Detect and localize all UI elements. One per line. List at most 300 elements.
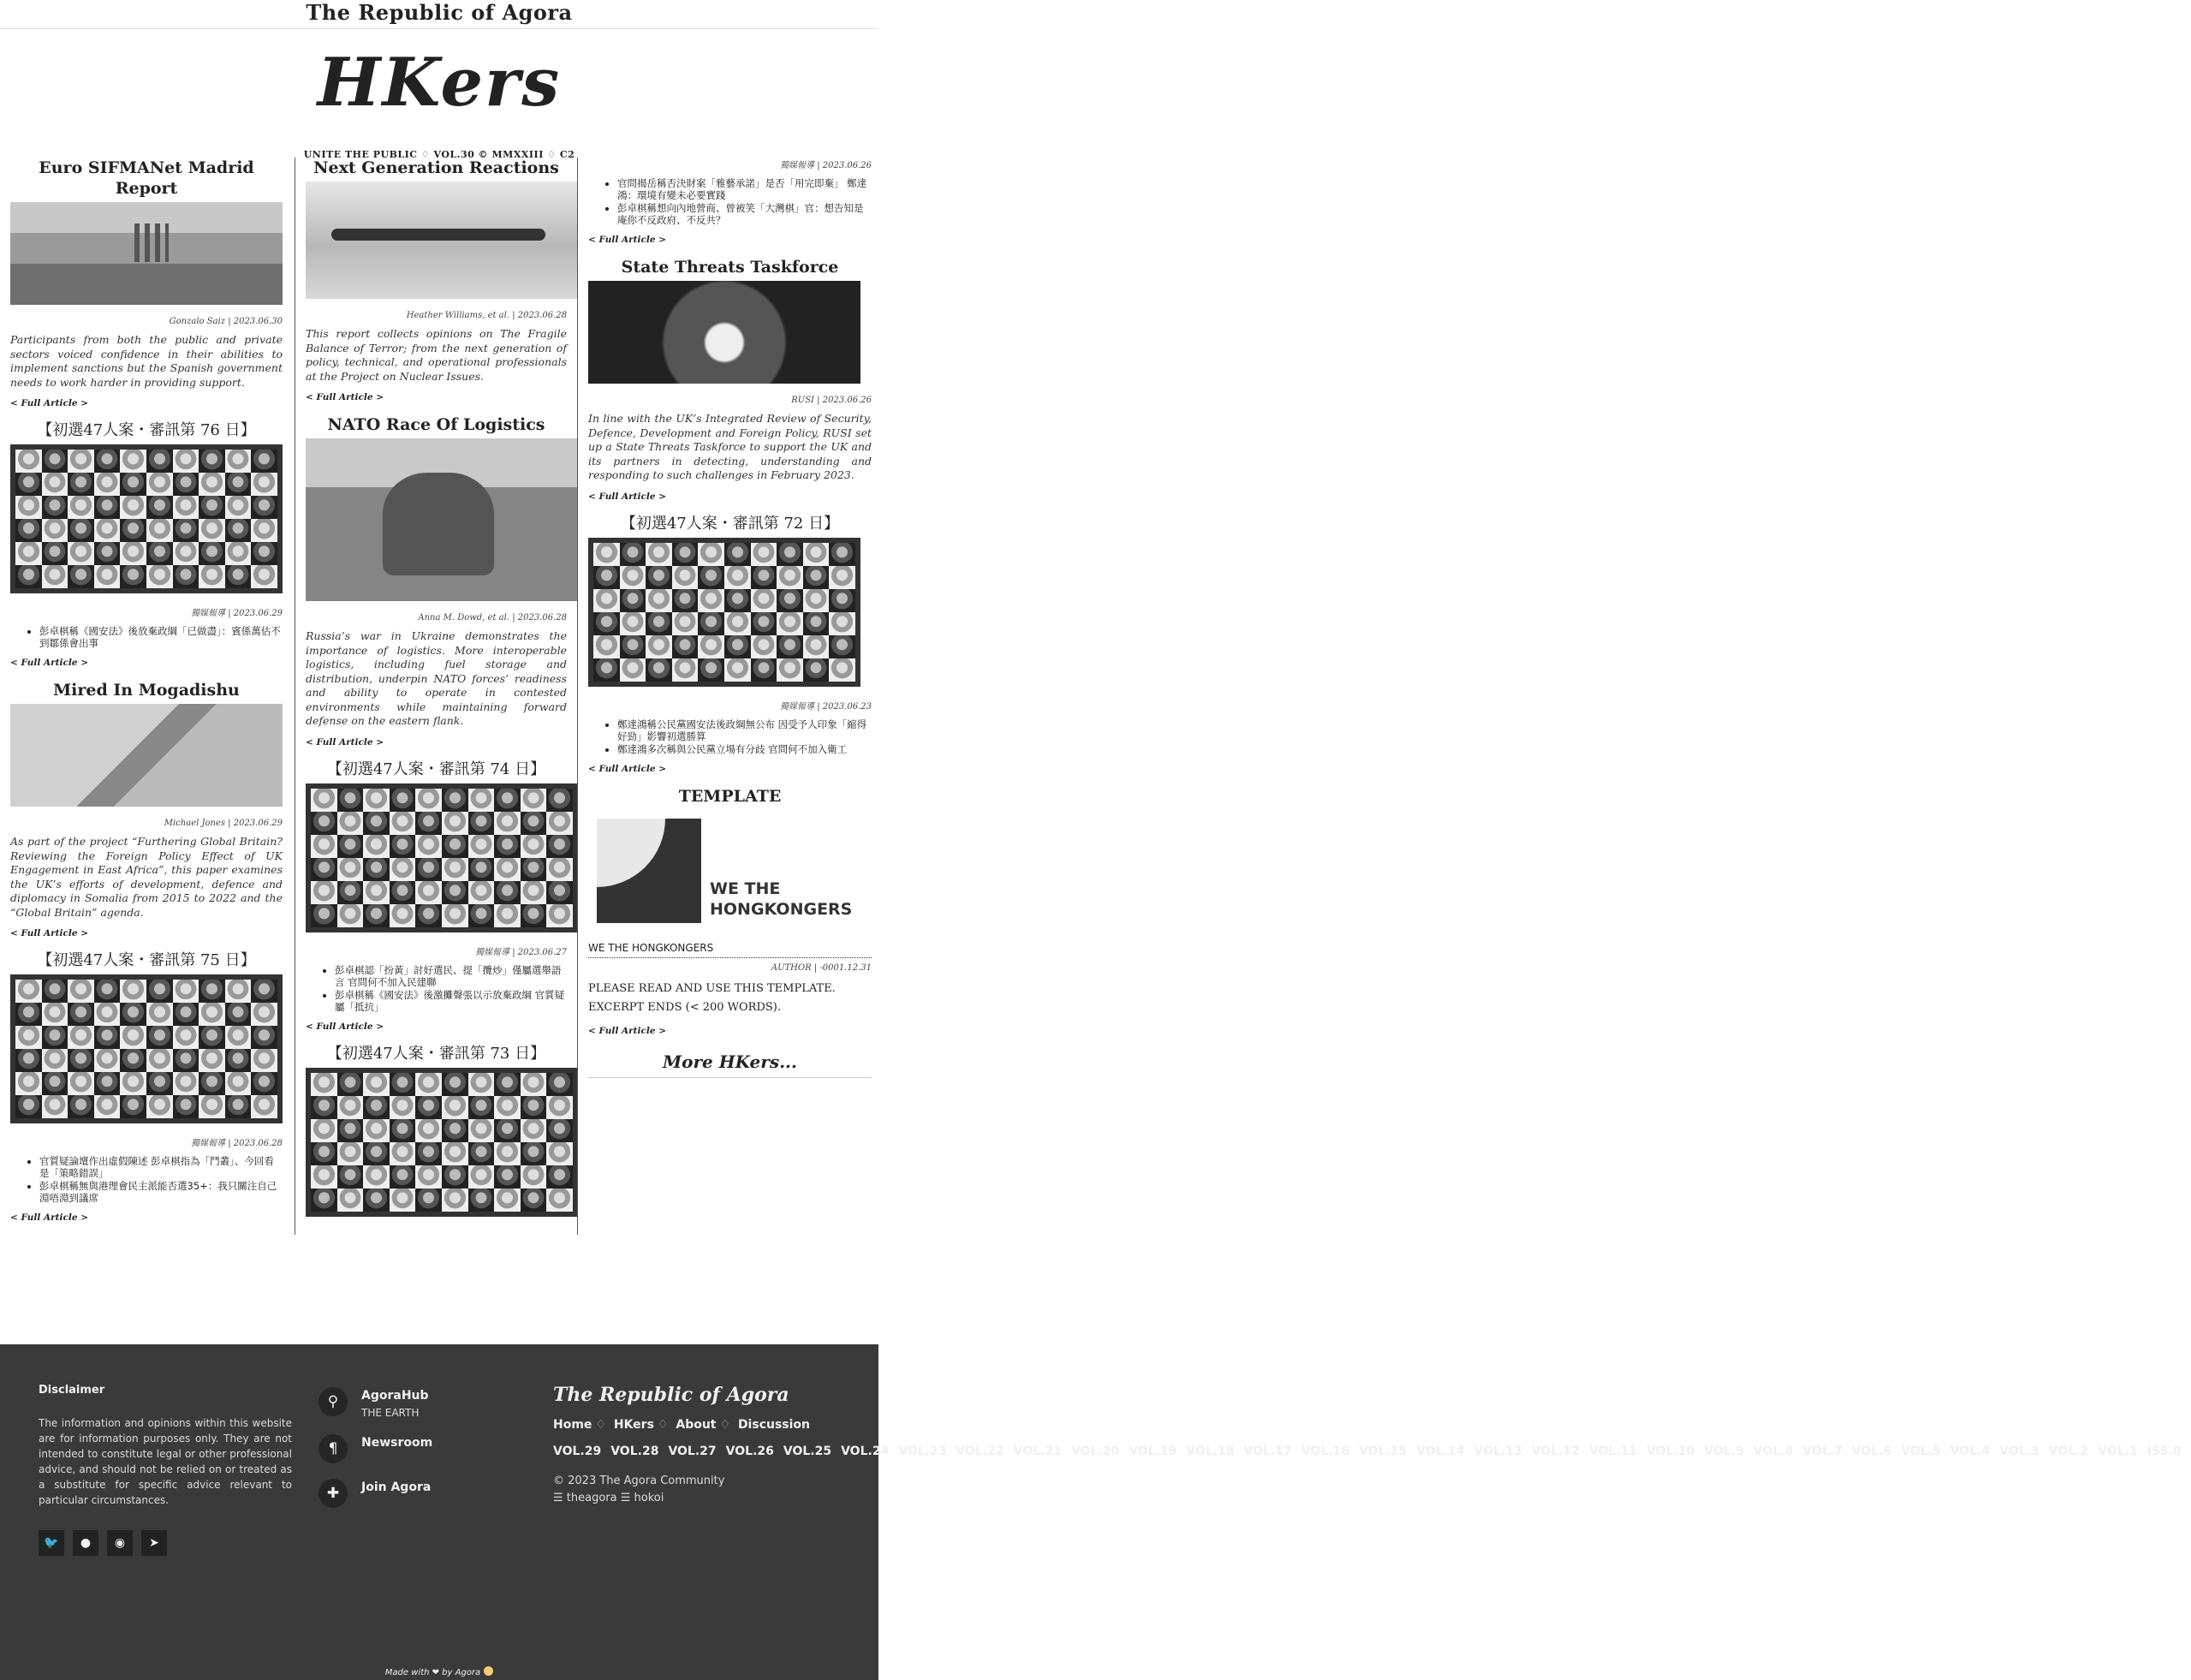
full-article-link[interactable]: < Full Article > — [10, 1212, 89, 1223]
nav-about[interactable]: About — [676, 1418, 717, 1432]
portrait-tile — [363, 812, 390, 835]
portrait-tile — [593, 658, 620, 682]
portrait-tile — [94, 496, 121, 519]
portrait-tile — [672, 543, 699, 566]
portrait-tile — [698, 543, 724, 566]
portrait-tile — [494, 789, 521, 812]
bullet-item: • 鄭達鴻多次稱與公民黨立場有分歧 官問何不加入衛工 — [617, 743, 872, 755]
full-article-link[interactable]: < Full Article > — [588, 235, 667, 245]
portrait-tile — [672, 566, 699, 589]
article-summary: Russia’s war in Ukraine demonstrates the importance of logistics. More interoperable logistics, including fuel storage and distribution, underpin NATO forces’ readiness and ability to operate in contested environments while maintaining forward defense on the eastern flank. — [306, 629, 567, 727]
portrait-tile — [442, 881, 468, 904]
portrait-tile — [311, 835, 337, 858]
portrait-tile — [468, 835, 495, 858]
portrait-tile — [337, 904, 364, 927]
article-summary: As part of the project “Furthering Global Britain? Reviewing the Foreign Policy Effect of UK Engagement in East Africa”, this paper examines the UK’s efforts of development, defence and diplomacy in Somalia from 2015 to 2022 and the “Global Britain” agenda. — [10, 835, 283, 919]
telegram-icon[interactable]: ➤ — [141, 1530, 167, 1556]
portrait-tile — [415, 1119, 442, 1142]
template-text: EXCERPT ENDS (< 200 WORDS). — [588, 1000, 781, 1014]
full-article-link[interactable]: < Full Article > — [306, 1021, 384, 1032]
portrait-tile — [146, 1003, 173, 1026]
article-byline: RUSI | 2023.06.26 — [791, 396, 872, 405]
portrait-tile — [251, 473, 277, 496]
article-image[interactable] — [588, 538, 860, 687]
column-1 — [10, 158, 283, 1235]
portrait-tile — [468, 812, 495, 835]
bullet-item: • 彭卓棋稱《國安法》後激攤聲張以示放棄政綱 官質疑屬「抵抗」 — [335, 989, 567, 1013]
portrait-tile — [442, 1142, 468, 1165]
portrait-tile — [15, 473, 42, 496]
portrait-tile — [698, 658, 724, 682]
portrait-tile — [494, 1165, 521, 1189]
article-image[interactable] — [10, 444, 283, 593]
portrait-tile — [120, 1095, 146, 1118]
portrait-tile — [251, 1095, 277, 1118]
portrait-tile — [442, 1096, 468, 1119]
portrait-tile — [646, 635, 672, 658]
portrait-tile — [521, 904, 547, 927]
portrait-tile — [415, 812, 442, 835]
template-text: PLEASE READ AND USE THIS TEMPLATE. — [588, 981, 836, 995]
portrait-tile — [173, 519, 199, 542]
portrait-tile — [494, 1142, 521, 1165]
article-byline: 獨媒報導 | 2023.06.23 — [780, 701, 872, 712]
portrait-tile — [68, 473, 94, 496]
volume-link[interactable]: VOL.15 — [1359, 1445, 1408, 1458]
portrait-tile — [468, 1142, 495, 1165]
portrait-tile — [494, 1189, 521, 1212]
article-image[interactable] — [306, 182, 578, 299]
portrait-tile — [311, 1189, 337, 1212]
portrait-tile — [620, 658, 646, 682]
portrait-tile — [68, 1072, 94, 1095]
portrait-tile — [120, 1049, 146, 1072]
portrait-tile — [42, 542, 68, 565]
portrait-tile — [146, 473, 173, 496]
footer-link-newsroom[interactable] — [319, 1434, 524, 1463]
volume-link[interactable]: VOL.10 — [1646, 1445, 1695, 1458]
footer-link-title[interactable]: Newsroom — [361, 1436, 433, 1450]
full-article-link[interactable]: < Full Article > — [10, 928, 89, 938]
portrait-tile — [415, 1142, 442, 1165]
portrait-tile — [415, 881, 442, 904]
article-image[interactable] — [10, 974, 283, 1123]
portrait-tile — [146, 450, 173, 473]
portrait-tile — [94, 565, 121, 588]
portrait-tile — [199, 519, 225, 542]
portrait-tile — [829, 612, 855, 635]
article-title[interactable]: 【初選47人案・審訊第 73 日】 — [326, 1044, 546, 1063]
portrait-tile — [803, 543, 830, 566]
portrait-tile — [94, 450, 121, 473]
volume-link[interactable]: VOL.7 — [1802, 1445, 1843, 1458]
portrait-tile — [42, 519, 68, 542]
portrait-tile — [546, 1073, 573, 1096]
portrait-tile — [494, 881, 521, 904]
portrait-tile — [593, 543, 620, 566]
volume-link[interactable]: VOL.19 — [1128, 1445, 1177, 1458]
portrait-tile — [311, 904, 337, 927]
article-image[interactable] — [10, 202, 283, 305]
portrait-tile — [546, 1119, 573, 1142]
disclaimer-title: Disclaimer — [39, 1384, 105, 1397]
portrait-tile — [468, 1165, 495, 1189]
portrait-tile — [646, 566, 672, 589]
portrait-tile — [173, 1072, 199, 1095]
article-title[interactable]: Euro SIFMANet Madrid Report — [39, 158, 254, 198]
volume-link[interactable]: VOL.5 — [1901, 1445, 1941, 1458]
portrait-tile — [442, 904, 468, 927]
portrait-tile — [42, 1026, 68, 1049]
portrait-tile — [724, 658, 751, 682]
portrait-tile — [15, 1049, 42, 1072]
article-columns — [10, 158, 873, 1235]
portrait-tile — [199, 1095, 225, 1118]
portrait-tile — [751, 566, 777, 589]
article-byline: 獨媒報導 | 2023.06.27 — [475, 947, 567, 957]
volume-link[interactable]: VOL.22 — [956, 1445, 1004, 1458]
article-image[interactable] — [10, 704, 283, 807]
volume-link[interactable]: VOL.27 — [668, 1445, 717, 1458]
portrait-tile — [390, 1119, 416, 1142]
article-summary — [588, 980, 872, 1017]
portrait-tile — [120, 1026, 146, 1049]
portrait-tile — [146, 542, 173, 565]
volume-link[interactable]: VOL.17 — [1243, 1445, 1292, 1458]
portrait-tile — [803, 612, 830, 635]
portrait-tile — [225, 980, 252, 1003]
puzzle-icon: ✚ — [319, 1479, 348, 1508]
portrait-tile — [251, 1003, 277, 1026]
footer-link-agorahub[interactable] — [319, 1387, 524, 1419]
footer-link-join[interactable] — [319, 1479, 524, 1508]
volume-link[interactable]: VOL.8 — [1753, 1445, 1794, 1458]
footer-nav: Home ♢ HKers ♢ About ♢ Discussion — [553, 1418, 811, 1432]
copyright-block — [553, 1473, 844, 1507]
portrait-tile — [94, 542, 121, 565]
portrait-tile — [311, 858, 337, 881]
portrait-tile — [251, 1026, 277, 1049]
volume-link[interactable]: VOL.12 — [1531, 1445, 1580, 1458]
full-article-link[interactable]: < Full Article > — [306, 392, 384, 402]
article-image[interactable] — [306, 1068, 578, 1217]
portrait-tile — [337, 1165, 364, 1189]
portrait-tile — [225, 1003, 252, 1026]
more-hkers-link[interactable]: More HKers... — [588, 1051, 872, 1078]
portrait-tile — [546, 789, 573, 812]
portrait-tile — [390, 1189, 416, 1212]
full-article-link[interactable]: < Full Article > — [10, 658, 89, 668]
nav-discussion[interactable]: Discussion — [737, 1418, 811, 1432]
portrait-tile — [363, 1119, 390, 1142]
volume-link[interactable]: VOL.16 — [1301, 1445, 1350, 1458]
full-article-link[interactable]: < Full Article > — [588, 491, 667, 502]
footer-link-title[interactable]: Join Agora — [361, 1480, 432, 1494]
portrait-tile — [146, 496, 173, 519]
portrait-tile — [593, 635, 620, 658]
article-bullets — [39, 1155, 283, 1204]
community-handles[interactable]: ☰ theagora ☰ hokoi — [553, 1492, 664, 1504]
volume-link[interactable]: VOL.1 — [2098, 1445, 2138, 1458]
portrait-tile — [337, 1189, 364, 1212]
portrait-tile — [68, 1026, 94, 1049]
portrait-tile — [803, 589, 830, 612]
portrait-tile — [94, 519, 121, 542]
volume-link[interactable]: ISS.0 — [2146, 1445, 2182, 1458]
article-title[interactable]: 【初選47人案・審訊第 72 日】 — [620, 514, 840, 533]
portrait-tile — [442, 812, 468, 835]
footer-brand[interactable]: The Republic of Agora — [553, 1384, 789, 1406]
portrait-tile — [225, 496, 252, 519]
portrait-tile — [468, 881, 495, 904]
portrait-tile — [646, 543, 672, 566]
portrait-tile — [390, 835, 416, 858]
portrait-tile — [620, 612, 646, 635]
volume-link[interactable]: VOL.23 — [898, 1445, 947, 1458]
article-title[interactable]: Mired In Mogadishu — [53, 681, 240, 700]
portrait-tile — [42, 1095, 68, 1118]
volume-link[interactable]: VOL.13 — [1474, 1445, 1522, 1458]
edition-line: UNITE THE PUBLIC ♢ VOL.30 © MMXXIII ♢ C2 — [303, 149, 575, 160]
portrait-tile — [173, 473, 199, 496]
portrait-tile — [468, 1189, 495, 1212]
copyright-text: © 2023 The Agora Community — [553, 1474, 725, 1487]
portrait-tile — [751, 589, 777, 612]
portrait-tile — [724, 589, 751, 612]
portrait-tile — [672, 635, 699, 658]
article-image[interactable] — [306, 438, 578, 601]
portrait-tile — [15, 1072, 42, 1095]
portrait-tile — [251, 1049, 277, 1072]
portrait-tile — [120, 980, 146, 1003]
portrait-tile — [546, 1189, 573, 1212]
volume-link[interactable]: VOL.21 — [1013, 1445, 1062, 1458]
portrait-tile — [42, 980, 68, 1003]
article-title[interactable]: 【初選47人案・審訊第 74 日】 — [326, 760, 546, 778]
github-icon[interactable]: ● — [73, 1530, 98, 1556]
article-title[interactable]: 【初選47人案・審訊第 76 日】 — [37, 421, 256, 439]
logo-text-line: HONGKONGERS — [710, 899, 853, 919]
portrait-tile — [120, 565, 146, 588]
portrait-tile — [620, 566, 646, 589]
portrait-tile — [593, 566, 620, 589]
footer-link-title[interactable]: AgoraHub — [361, 1389, 429, 1403]
portrait-tile — [94, 1026, 121, 1049]
portrait-tile — [442, 1165, 468, 1189]
portrait-tile — [751, 635, 777, 658]
portrait-tile — [251, 450, 277, 473]
article-title[interactable]: 【初選47人案・審訊第 75 日】 — [37, 951, 256, 969]
volume-link[interactable]: VOL.18 — [1186, 1445, 1235, 1458]
portrait-tile — [521, 881, 547, 904]
portrait-tile — [42, 565, 68, 588]
article-byline: Anna M. Dowd, et al. | 2023.06.28 — [418, 613, 567, 623]
nav-hkers[interactable]: HKers — [613, 1418, 654, 1432]
full-article-link[interactable]: < Full Article > — [588, 1025, 667, 1036]
portrait-tile — [415, 1165, 442, 1189]
portrait-tile — [521, 1165, 547, 1189]
portrait-tile — [494, 904, 521, 927]
portrait-tile — [829, 543, 855, 566]
portrait-tile — [829, 566, 855, 589]
portrait-tile — [546, 1142, 573, 1165]
portrait-tile — [68, 496, 94, 519]
portrait-tile — [311, 812, 337, 835]
full-article-link[interactable]: < Full Article > — [306, 736, 384, 748]
article-bullets — [39, 625, 283, 649]
footer-links — [319, 1387, 524, 1523]
portrait-tile — [363, 1165, 390, 1189]
portrait-tile — [494, 1096, 521, 1119]
bullet-item: • 鄭達鴻稱公民黨國安法後政綱無公布 因受予人印象「縮得好勁」影響初選勝算 — [617, 718, 872, 742]
portrait-tile — [724, 612, 751, 635]
article-image[interactable] — [306, 783, 578, 932]
volume-link[interactable]: VOL.24 — [841, 1445, 890, 1458]
logo-text-line: WE THE — [710, 879, 781, 898]
portrait-tile — [363, 789, 390, 812]
portrait-tile — [251, 980, 277, 1003]
portrait-tile — [94, 1003, 121, 1026]
portrait-tile — [698, 589, 724, 612]
site-title[interactable]: The Republic of Agora — [0, 0, 878, 29]
hongkongers-logo-icon — [597, 819, 701, 923]
portrait-tile — [390, 1096, 416, 1119]
portrait-tile — [751, 612, 777, 635]
portrait-tile — [363, 1142, 390, 1165]
volume-link[interactable]: VOL.2 — [2048, 1445, 2089, 1458]
bullet-item: • 官問揭岳稱否決財案「雅藝承諾」是否「用完即棄」 鄭達鴻：環境有變未必要實踐 — [617, 177, 872, 201]
portrait-tile — [68, 450, 94, 473]
portrait-tile — [337, 835, 364, 858]
portrait-tile — [620, 589, 646, 612]
volume-link[interactable]: VOL.6 — [1851, 1445, 1892, 1458]
portrait-tile — [415, 1073, 442, 1096]
logo-text — [710, 879, 852, 920]
portrait-tile — [337, 881, 364, 904]
portrait-tile — [646, 612, 672, 635]
portrait-tile — [415, 1096, 442, 1119]
bullet-item: • 彭卓棋稱無與港理會民主派能否選35+：我只關注自己淵唔淵到議席 — [39, 1180, 283, 1204]
portrait-tile — [521, 1189, 547, 1212]
portrait-tile — [251, 565, 277, 588]
portrait-tile — [173, 542, 199, 565]
column-2 — [295, 158, 567, 1235]
volume-link[interactable]: VOL.28 — [610, 1445, 659, 1458]
article-image[interactable] — [588, 281, 860, 384]
portrait-tile — [442, 858, 468, 881]
reddit-icon[interactable]: ◉ — [107, 1530, 133, 1556]
portrait-tile — [442, 1189, 468, 1212]
volume-link[interactable]: VOL.20 — [1070, 1445, 1120, 1458]
article-title[interactable]: TEMPLATE — [678, 786, 782, 806]
volume-link[interactable]: VOL.11 — [1588, 1445, 1638, 1458]
portrait-tile — [442, 835, 468, 858]
portrait-tile — [225, 1072, 252, 1095]
portrait-tile — [146, 1049, 173, 1072]
portrait-tile — [494, 1073, 521, 1096]
article-bullets — [335, 964, 567, 1013]
article-summary: In line with the UK’s Integrated Review of Security, Defence, Development and Foreign Policy, RUSI set up a State Threats Taskforce to support the UK and its partners in detecting, understanding and responding to such challenges in February 2023. — [588, 412, 872, 481]
nav-home[interactable]: Home — [553, 1418, 592, 1432]
volume-link[interactable]: VOL.14 — [1416, 1445, 1465, 1458]
full-article-link[interactable]: < Full Article > — [10, 398, 89, 408]
portrait-tile — [337, 1119, 364, 1142]
twitter-icon[interactable]: 🐦 — [39, 1530, 64, 1556]
portrait-tile — [146, 1095, 173, 1118]
portrait-tile — [415, 858, 442, 881]
portrait-tile — [468, 1119, 495, 1142]
portrait-tile — [442, 1073, 468, 1096]
article-bullets — [617, 177, 872, 226]
article-title[interactable]: Next Generation Reactions — [313, 158, 559, 177]
portrait-tile — [521, 858, 547, 881]
portrait-tile — [199, 565, 225, 588]
portrait-tile — [146, 1026, 173, 1049]
portrait-tile — [94, 1049, 121, 1072]
article-summary: This report collects opinions on The Fragile Balance of Terror; from the next generation of policy, technical, and operational professionals at the Project on Nuclear Issues. — [306, 327, 567, 383]
portrait-tile — [494, 1119, 521, 1142]
portrait-tile — [646, 658, 672, 682]
portrait-tile — [521, 789, 547, 812]
portrait-tile — [494, 858, 521, 881]
article-title[interactable]: NATO Race Of Logistics — [327, 415, 545, 434]
portrait-tile — [468, 789, 495, 812]
portrait-tile — [199, 450, 225, 473]
volume-link[interactable]: VOL.3 — [1999, 1445, 2039, 1458]
bullet-item: • 彭卓棋認「扮黃」討好選民、提「攬炒」僅屬選舉語言 官問何不加入民建聯 — [335, 964, 567, 988]
portrait-tile — [337, 1142, 364, 1165]
made-with-text: Made with ❤ by Agora — [384, 1668, 481, 1677]
portrait-tile — [15, 980, 42, 1003]
image-caption: WE THE HONGKONGERS — [588, 942, 872, 958]
portrait-tile — [337, 789, 364, 812]
portrait-tile — [42, 496, 68, 519]
volume-links — [553, 1440, 2182, 1463]
volume-link[interactable]: VOL.25 — [783, 1445, 832, 1458]
portrait-tile — [68, 565, 94, 588]
volume-link[interactable]: VOL.29 — [553, 1445, 602, 1458]
article-byline: Heather Williams, et al. | 2023.06.28 — [406, 311, 567, 320]
portrait-tile — [521, 1096, 547, 1119]
portrait-tile — [225, 1095, 252, 1118]
template-logo-image[interactable] — [588, 810, 860, 930]
portrait-tile — [698, 612, 724, 635]
article-byline: 獨媒報導 | 2023.06.28 — [191, 1139, 283, 1148]
portrait-tile — [521, 1073, 547, 1096]
portrait-tile — [15, 450, 42, 473]
portrait-tile — [363, 835, 390, 858]
volume-link[interactable]: VOL.26 — [725, 1445, 774, 1458]
portrait-tile — [120, 542, 146, 565]
portrait-tile — [415, 789, 442, 812]
portrait-tile — [146, 565, 173, 588]
portrait-tile — [390, 881, 416, 904]
volume-link[interactable]: VOL.9 — [1704, 1445, 1744, 1458]
bullet-item: • 官質疑論壇作出虛假陳述 彭卓棋指為「鬥叢」、今回看是「策略錯誤」 — [39, 1155, 283, 1179]
portrait-tile — [15, 565, 42, 588]
disclaimer-section — [39, 1384, 292, 1556]
article-title[interactable]: State Threats Taskforce — [621, 258, 839, 277]
portrait-tile — [803, 566, 830, 589]
portrait-tile — [146, 980, 173, 1003]
portrait-tile — [173, 1026, 199, 1049]
portrait-tile — [199, 980, 225, 1003]
portrait-tile — [698, 635, 724, 658]
portrait-tile — [199, 542, 225, 565]
portrait-tile — [68, 1049, 94, 1072]
full-article-link[interactable]: < Full Article > — [588, 763, 667, 774]
volume-link[interactable]: VOL.4 — [1950, 1445, 1991, 1458]
